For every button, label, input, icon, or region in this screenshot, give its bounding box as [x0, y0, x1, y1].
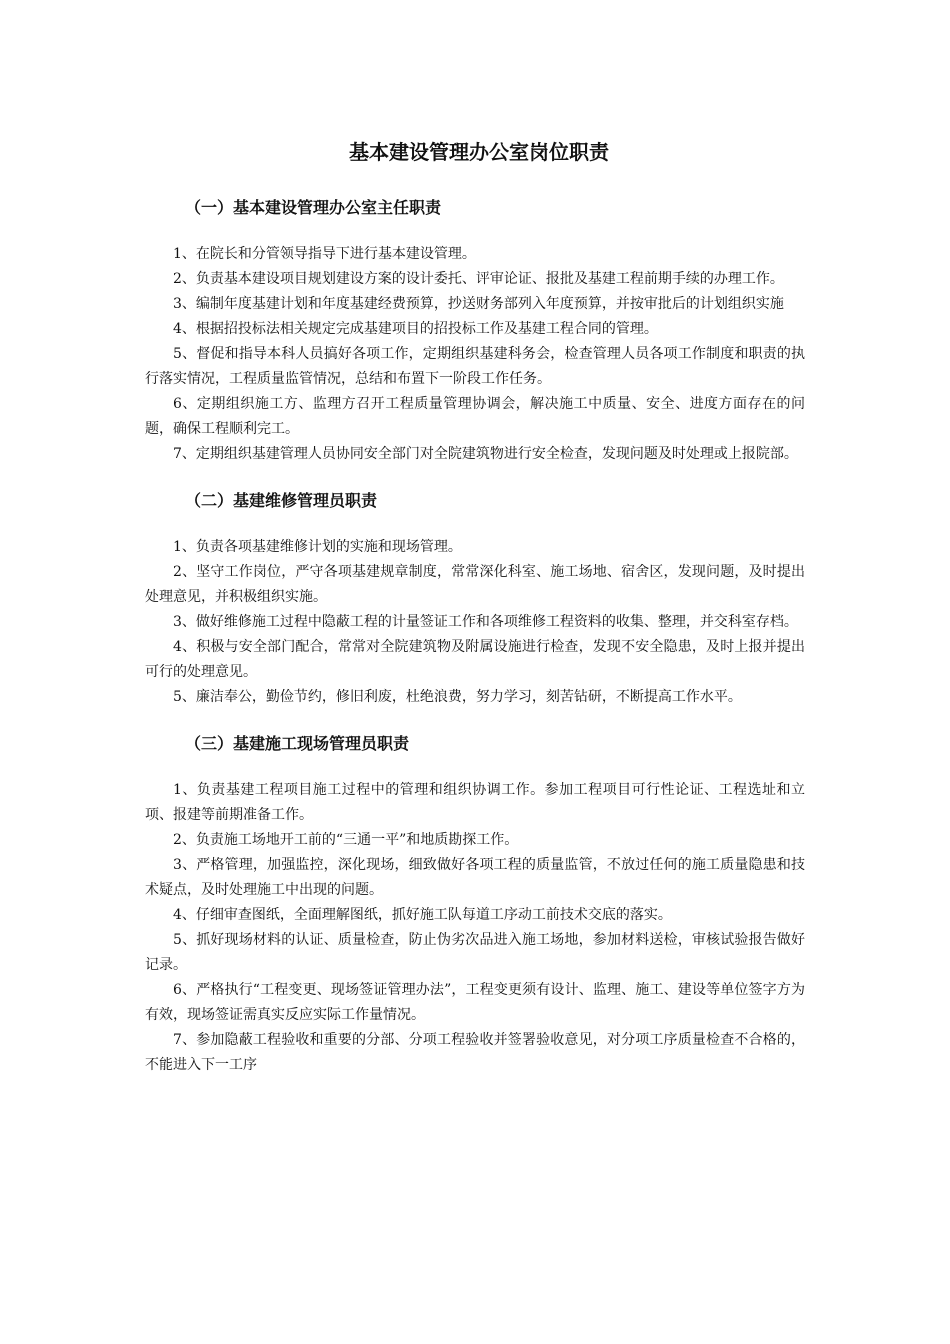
duty-item: 5、廉洁奉公，勤俭节约，修旧利废，杜绝浪费，努力学习，刻苦钻研，不断提高工作水平。 [173, 689, 742, 705]
document-page [145, 132, 805, 1078]
section-director-duties [145, 194, 805, 467]
duty-item: 2、负责基本建设项目规划建设方案的设计委托、评审论证、报批及基建工程前期手续的办理工作。 [173, 271, 784, 287]
duty-item: 5、督促和指导本科人员搞好各项工作，定期组织基建科务会，检查管理人员各项工作制度和职责的执行落实情况，工程质量监管情况，总结和布置下一阶段工作任务。 [145, 346, 805, 387]
duty-list [145, 778, 805, 1078]
duty-item: 4、积极与安全部门配合，常常对全院建筑物及附属设施进行检查，发现不安全隐患，及时上报并提出可行的处理意见。 [145, 639, 805, 680]
duty-item: 6、严格执行“工程变更、现场签证管理办法”，工程变更须有设计、监理、施工、建设等单位签字方为有效，现场签证需真实反应实际工作量情况。 [145, 982, 805, 1023]
duty-list [145, 535, 805, 710]
section-maintenance-duties [145, 487, 805, 710]
duty-item: 1、在院长和分管领导指导下进行基本建设管理。 [173, 246, 476, 262]
duty-item: 4、根据招投标法相关规定完成基建项目的招投标工作及基建工程合同的管理。 [173, 321, 658, 337]
duty-list [145, 242, 805, 467]
section-heading: （一）基本建设管理办公室主任职责 [185, 198, 442, 217]
duty-item: 3、做好维修施工过程中隐蔽工程的计量签证工作和各项维修工程资料的收集、整理，并交科室存档。 [173, 614, 798, 630]
duty-item: 3、严格管理，加强监控，深化现场，细致做好各项工程的质量监管，不放过任何的施工质量隐患和技术疑点，及时处理施工中出现的问题。 [145, 857, 805, 898]
duty-item: 3、编制年度基建计划和年度基建经费预算，抄送财务部列入年度预算，并按审批后的计划组织实施 [173, 296, 784, 312]
duty-item: 6、定期组织施工方、监理方召开工程质量管理协调会，解决施工中质量、安全、进度方面存在的问题，确保工程顺利完工。 [145, 396, 805, 437]
duty-item: 1、负责各项基建维修计划的实施和现场管理。 [173, 539, 462, 555]
section-heading: （三）基建施工现场管理员职责 [185, 734, 410, 753]
duty-item: 7、定期组织基建管理人员协同安全部门对全院建筑物进行安全检查，发现问题及时处理或上报院部。 [173, 446, 798, 462]
duty-item: 7、参加隐蔽工程验收和重要的分部、分项工程验收并签署验收意见，对分项工序质量检查不合格的，不能进入下一工序 [145, 1032, 805, 1073]
duty-item: 2、坚守工作岗位，严守各项基建规章制度，常常深化科室、施工场地、宿舍区，发现问题，及时提出处理意见，并积极组织实施。 [145, 564, 805, 605]
duty-item: 5、抓好现场材料的认证、质量检查，防止伪劣次品进入施工场地，参加材料送检，审核试验报告做好记录。 [145, 932, 805, 973]
section-site-manager-duties [145, 730, 805, 1078]
section-heading: （二）基建维修管理员职责 [185, 491, 378, 510]
document-title: 基本建设管理办公室岗位职责 [349, 140, 609, 164]
duty-item: 1、负责基建工程项目施工过程中的管理和组织协调工作。参加工程项目可行性论证、工程选址和立项、报建等前期准备工作。 [145, 782, 805, 823]
duty-item: 2、负责施工场地开工前的“三通一平”和地质勘探工作。 [173, 832, 519, 848]
duty-item: 4、仔细审查图纸，全面理解图纸，抓好施工队每道工序动工前技术交底的落实。 [173, 907, 672, 923]
